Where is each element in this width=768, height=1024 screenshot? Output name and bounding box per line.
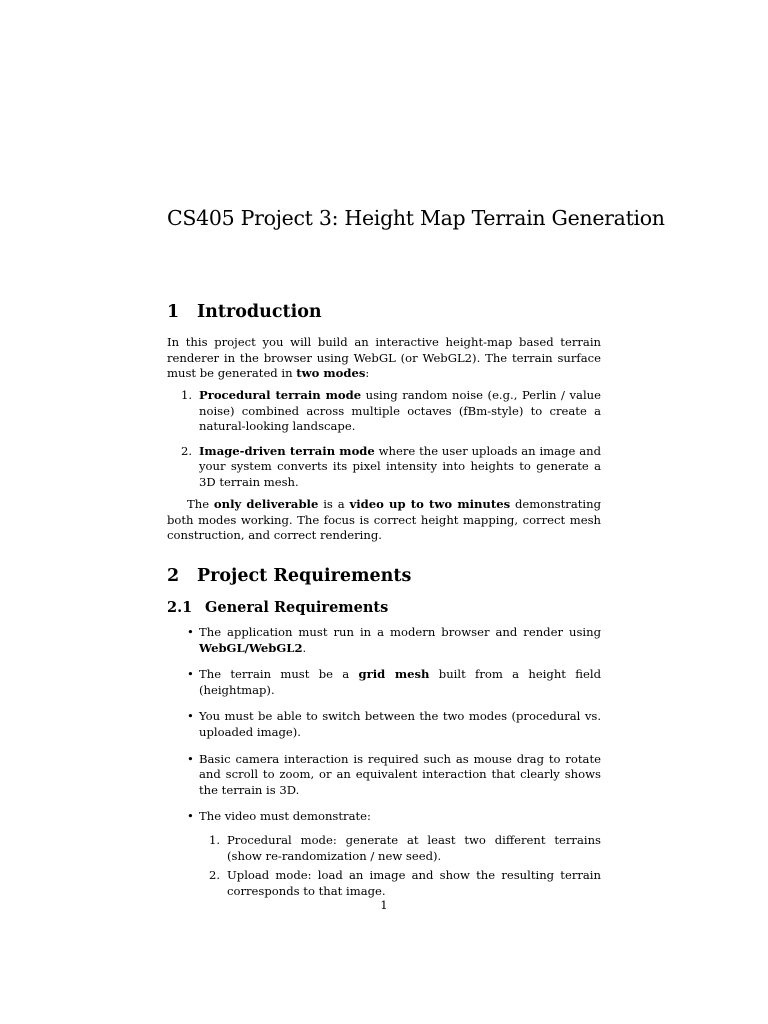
- section-number: 2: [167, 566, 180, 586]
- section-title: Introduction: [197, 302, 322, 322]
- paragraph-text: The: [187, 497, 214, 511]
- paragraph-text: is a: [318, 497, 350, 511]
- section-2-heading: [167, 566, 411, 586]
- mode-description: where the user uploads an image and your system converts its pixel intensity into heights to generate a 3D terrain mesh.: [199, 443, 601, 489]
- bullet-icon: •: [187, 667, 194, 682]
- item-text: The video must demonstrate:: [199, 809, 371, 824]
- list-item: [167, 752, 601, 799]
- item-text: The application must run in a modern browser and render using: [199, 625, 601, 639]
- section-title: Project Requirements: [197, 566, 412, 586]
- item-text: built from a height field (heightmap).: [199, 667, 601, 697]
- list-marker: 1.: [209, 832, 221, 847]
- mode-description: using random noise (e.g., Perlin / value noise) combined across multiple octaves (fBm-style) to create a natural-looking landscape.: [199, 388, 601, 434]
- subsection-title: General Requirements: [205, 599, 389, 616]
- item-text: .: [302, 640, 307, 655]
- list-item: [167, 809, 601, 899]
- item-bold: WebGL/WebGL2: [199, 640, 303, 655]
- subsection-2-1-heading: [167, 599, 388, 616]
- video-demo-list: [199, 833, 601, 899]
- bullet-icon: •: [187, 809, 194, 824]
- item-text: You must be able to switch between the two modes (procedural vs. uploaded image).: [199, 709, 601, 739]
- intro-bold-two-modes: two modes: [296, 366, 366, 381]
- list-item: [167, 709, 601, 740]
- requirements-list: [167, 625, 601, 899]
- list-item: [199, 868, 601, 899]
- list-item: [167, 667, 601, 698]
- list-marker: 1.: [181, 388, 193, 402]
- list-marker: 2.: [209, 868, 221, 883]
- mode-name: Procedural terrain mode: [199, 388, 362, 402]
- bullet-icon: •: [187, 709, 194, 724]
- bold-text: only deliverable: [213, 497, 319, 511]
- bold-text: video up to two minutes: [349, 497, 511, 511]
- section-number: 1: [167, 302, 180, 322]
- intro-paragraph: [167, 335, 601, 382]
- page-number: 1: [380, 898, 388, 912]
- list-item: [167, 388, 601, 435]
- intro-text-end: :: [365, 366, 370, 381]
- item-text: Procedural mode: generate at least two different terrains (show re-randomization / new seed).: [227, 832, 601, 863]
- item-text: Upload mode: load an image and show the resulting terrain corresponds to that image.: [227, 868, 601, 898]
- paragraph-text: demonstrating both modes working. The focus is correct height mapping, correct mesh construction, and correct rendering.: [167, 497, 601, 543]
- bullet-icon: •: [187, 751, 194, 766]
- mode-name: Image-driven terrain mode: [199, 443, 375, 458]
- list-marker: 2.: [181, 443, 193, 458]
- list-item: [199, 833, 601, 864]
- deliverable-paragraph: [167, 497, 601, 544]
- item-text: The terrain must be a: [199, 667, 359, 682]
- item-bold: grid mesh: [358, 667, 430, 682]
- bullet-icon: •: [187, 625, 194, 639]
- section-1-heading: [167, 302, 322, 322]
- list-item: [167, 444, 601, 491]
- intro-text: In this project you will build an interactive height-map based terrain renderer in the browser using WebGL (or WebGL2). The terrain surface must be generated in: [167, 335, 601, 381]
- subsection-number: 2.1: [167, 599, 193, 616]
- list-item: [167, 625, 601, 656]
- item-text: Basic camera interaction is required such as mouse drag to rotate and scroll to zoom, or an equivalent interaction that clearly shows the terrain is 3D.: [199, 751, 601, 797]
- modes-list: [167, 388, 601, 491]
- document-title: CS405 Project 3: Height Map Terrain Generation: [167, 206, 665, 230]
